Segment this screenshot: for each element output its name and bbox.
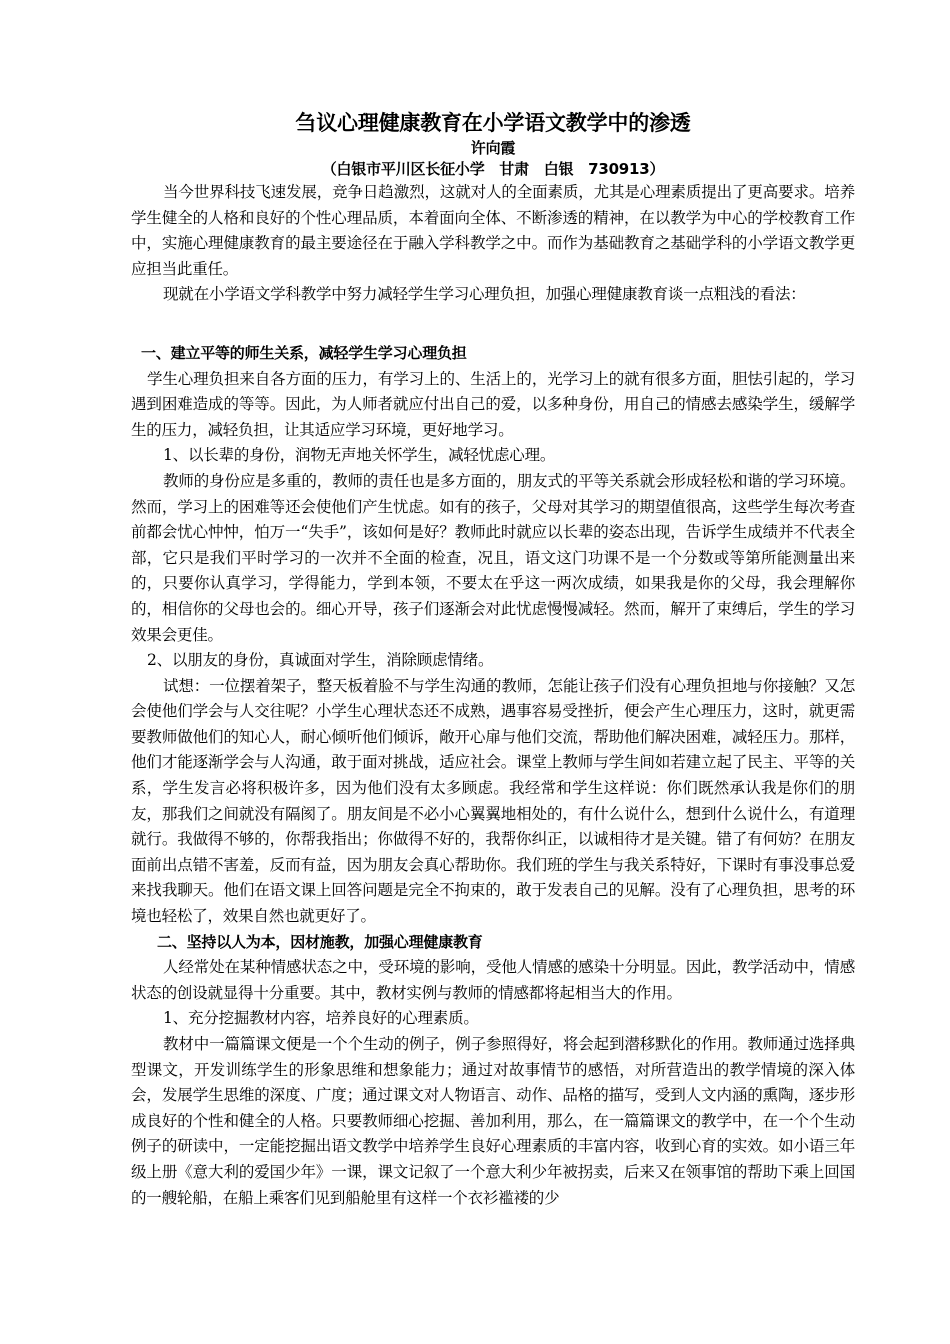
- paragraph-overview: 现就在小学语文学科教学中努力减轻学生学习心理负担，加强心理健康教育谈一点粗浅的看法：: [163, 285, 806, 304]
- document-page: [131, 108, 855, 1211]
- subheading-1-1: 1、以长辈的身份，润物无声地关怀学生，减轻忧虑心理。: [163, 446, 556, 465]
- section-heading-1: 一、建立平等的师生关系，减轻学生学习心理负担: [141, 343, 467, 362]
- document-title: 刍议心理健康教育在小学语文教学中的渗透: [295, 111, 691, 135]
- section-heading-2: 二、坚持以人为本，因材施教，加强心理健康教育: [157, 932, 483, 951]
- paragraph-intro: 当今世界科技飞速发展，竞争日趋激烈，这就对人的全面素质，尤其是心理素质提出了更高要求。培养学生健全的人格和良好的个性心理品质，本着面向全体、不断渗透的精神，在以教学为中心的学校教育工作中，实施心理健康教育的最主要途径在于融入学科教学之中。而作为基础教育之基础学科的小学语文教学更应担当此重任。: [131, 183, 855, 278]
- paragraph-section2-intro: 人经常处在某种情感状态之中，受环境的影响，受他人情感的感染十分明显。因此，教学活动中，情感状态的创设就显得十分重要。其中，教材实例与教师的情感都将起相当大的作用。: [131, 958, 855, 1002]
- paragraph-1-1: 教师的身份应是多重的，教师的责任也是多方面的，朋友式的平等关系就会形成轻松和谐的学习环境。然而，学习上的困难等还会使他们产生忧虑。如有的孩子，父母对其学习的期望值很高，这些学生每次考查前都会忧心忡忡，怕万一“失手”，该如何是好？教师此时就应以长辈的姿态出现，告诉学生成绩并不代表全部，它只是我们平时学习的一次并不全面的检查，况且，语文这门功课不是一个分数或等第所能测量出来的，只要你认真学习，学得能力，学到本领，不要太在乎这一两次成绩，如果我是你的父母，我会理解你的，相信你的父母也会的。细心开导，孩子们逐渐会对此忧虑慢慢减轻。然而，解开了束缚后，学生的学习效果会更佳。: [131, 471, 855, 644]
- author-name: 许向霞: [470, 139, 516, 157]
- blank-line: [131, 308, 855, 333]
- subheading-1-2: 2、以朋友的身份，真诚面对学生，消除顾虑情绪。: [147, 651, 494, 670]
- paragraph-2-1: 教材中一篇篇课文便是一个个生动的例子，例子参照得好，将会起到潜移默化的作用。教师通过选择典型课文，开发训练学生的形象思维和想象能力；通过对故事情节的感悟，对所营造出的教学情境的深入体会，发展学生思维的深度、广度；通过课文对人物语言、动作、品格的描写，受到人文内涵的熏陶，逐步形成良好的个性和健全的人格。只要教师细心挖掘、善加利用，那么，在一篇篇课文的教学中，在一个个生动例子的研读中，一定能挖掘出语文教学中培养学生良好心理素质的丰富内容，收到心育的实效。如小语三年级上册《意大利的爱国少年》一课，课文记叙了一个意大利少年被拐卖，后来又在领事馆的帮助下乘上回国的一艘轮船，在船上乘客们见到船舱里有这样一个衣衫褴褛的少: [131, 1035, 855, 1207]
- paragraph-1-2: 试想：一位摆着架子，整天板着脸不与学生沟通的教师，怎能让孩子们没有心理负担地与你接触？又怎会使他们学会与人交往呢？小学生心理状态还不成熟，遇事容易受挫折，便会产生心理压力，这时，就更需要教师做他们的知心人，耐心倾听他们倾诉，敞开心扉与他们交流，帮助他们解决困难，减轻压力。那样，他们才能逐渐学会与人沟通，敢于面对挑战，适应社会。课堂上教师与学生间如若建立起了民主、平等的关系，学生发言必将积极许多，因为他们没有太多顾虑。我经常和学生这样说：你们既然承认我是你们的朋友，那我们之间就没有隔阂了。朋友间是不必小心翼翼地相处的，有什么说什么，想到什么说什么，有道理就行。我做得不够的，你帮我指出；你做得不好的，我帮你纠正，以诚相待才是关键。错了有何妨？在朋友面前出点错不害羞，反而有益，因为朋友会真心帮助你。我们班的学生与我关系特好，下课时有事没事总爱来找我聊天。他们在语文课上回答问题是完全不拘束的，敢于发表自己的见解。没有了心理负担，思考的环境也轻松了，效果自然也就更好了。: [131, 676, 855, 926]
- paragraph-section1-intro: 学生心理负担来自各方面的压力，有学习上的、生活上的，光学习上的就有很多方面，胆怯引起的，学习遇到困难造成的等等。因此，为人师者就应付出自己的爱，以多种身份，用自己的情感去感染学生，缓解学生的压力，减轻负担，让其适应学习环境，更好地学习。: [131, 369, 855, 439]
- author-affiliation: （白银市平川区长征小学 甘肃 白银 730913）: [321, 160, 665, 178]
- subheading-2-1: 1、充分挖掘教材内容，培养良好的心理素质。: [163, 1009, 479, 1028]
